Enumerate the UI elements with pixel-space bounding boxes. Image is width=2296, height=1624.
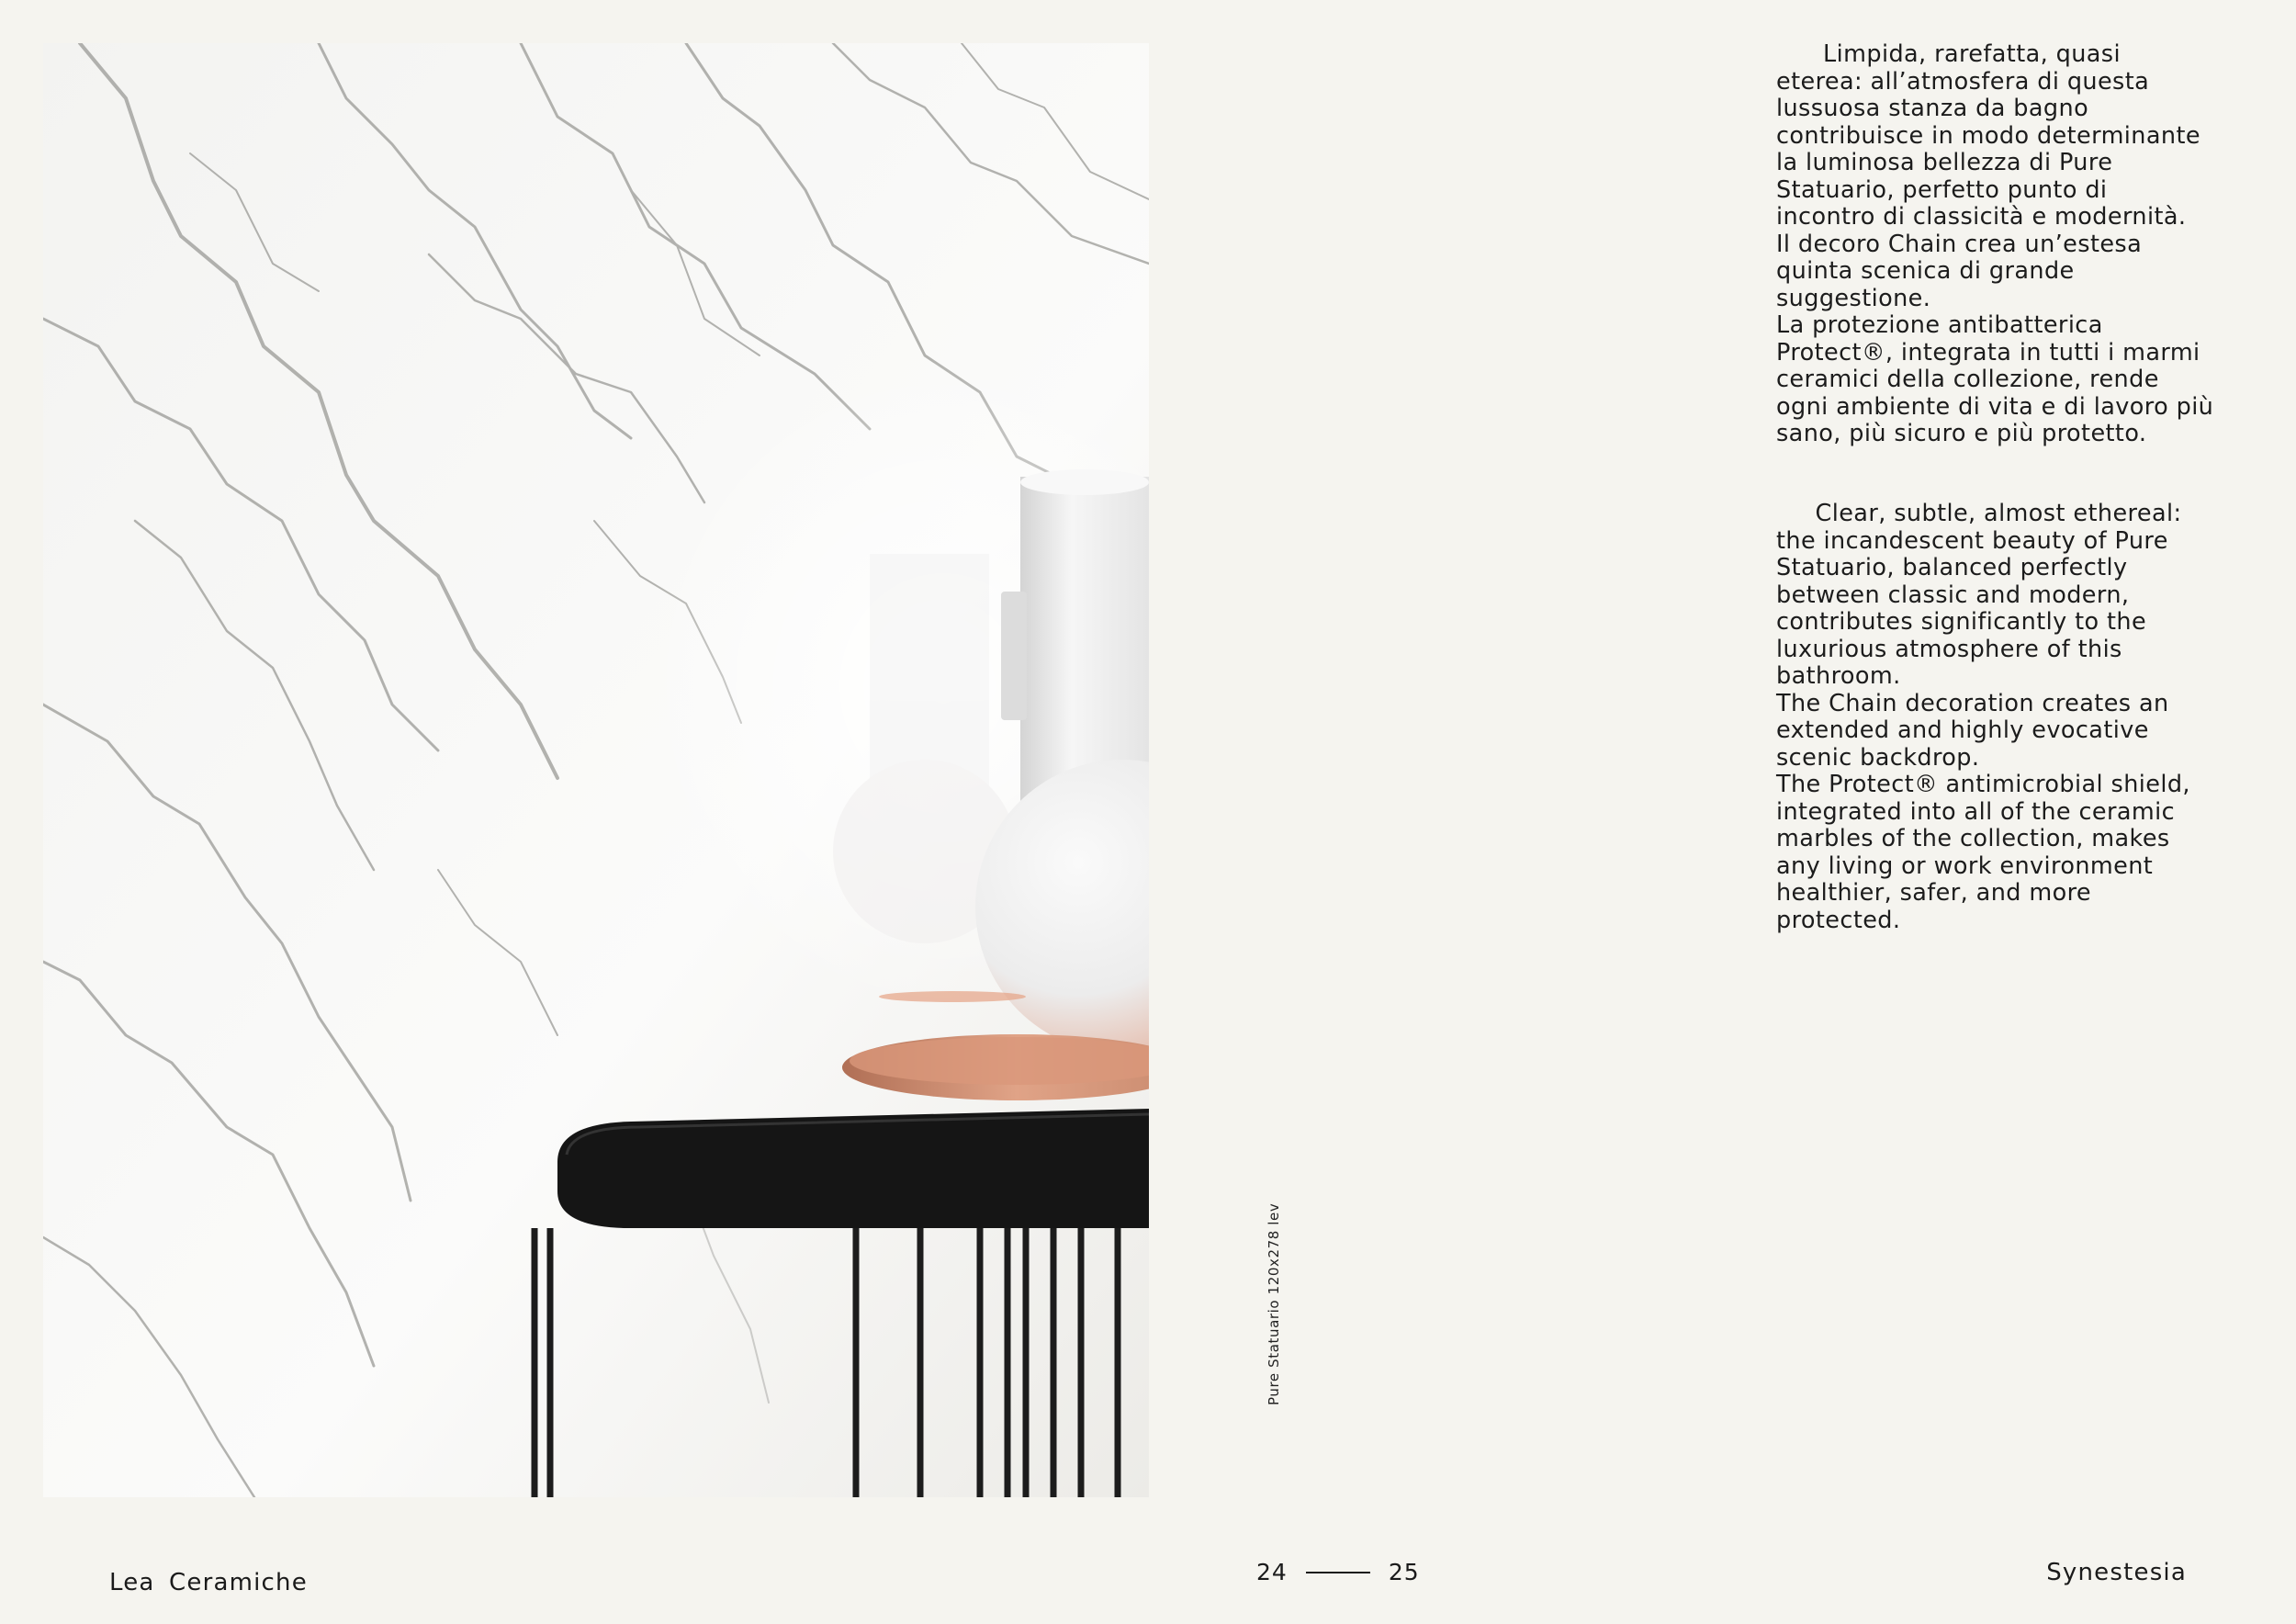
page-number-right: 25: [1388, 1559, 1420, 1585]
italian-description: Limpida, rarefatta, quasi eterea: all’atmosfera di questa lussuosa stanza da bagno contribuisce in modo determinante la luminosa bellezza di Pure Statuario, perfetto punto di incontro di classicità e modernità. Il decoro Chain crea un’estesa quinta scenica di grande suggestione. La protezione antibatterica Protect®, integrata in tutti i marmi ceramici della collezione, rende ogni ambiente di vita e di lavoro più sano, più sicuro e più protetto.: [1776, 40, 2214, 447]
collection-name: Synestesia: [2046, 1559, 2187, 1586]
product-caption: Pure Statuario 120x278 lev: [1266, 1202, 1282, 1405]
product-photo: [43, 43, 1149, 1497]
page-divider: [1306, 1572, 1370, 1573]
brand-name: Lea Ceramiche: [109, 1569, 308, 1596]
page-numbers: [1256, 1559, 1420, 1585]
page-number-left: 24: [1256, 1559, 1288, 1585]
marble-scene-illustration: [43, 43, 1149, 1497]
english-description: Clear, subtle, almost ethereal: the incandescent beauty of Pure Statuario, balanced perfectly between classic and modern, contributes significantly to the luxurious atmosphere of this bathroom. The Chain decoration creates an extended and highly evocative scenic backdrop. The Protect® antimicrobial shield, integrated into all of the ceramic marbles of the collection, makes any living or work environment healthier, safer, and more protected.: [1776, 500, 2190, 934]
